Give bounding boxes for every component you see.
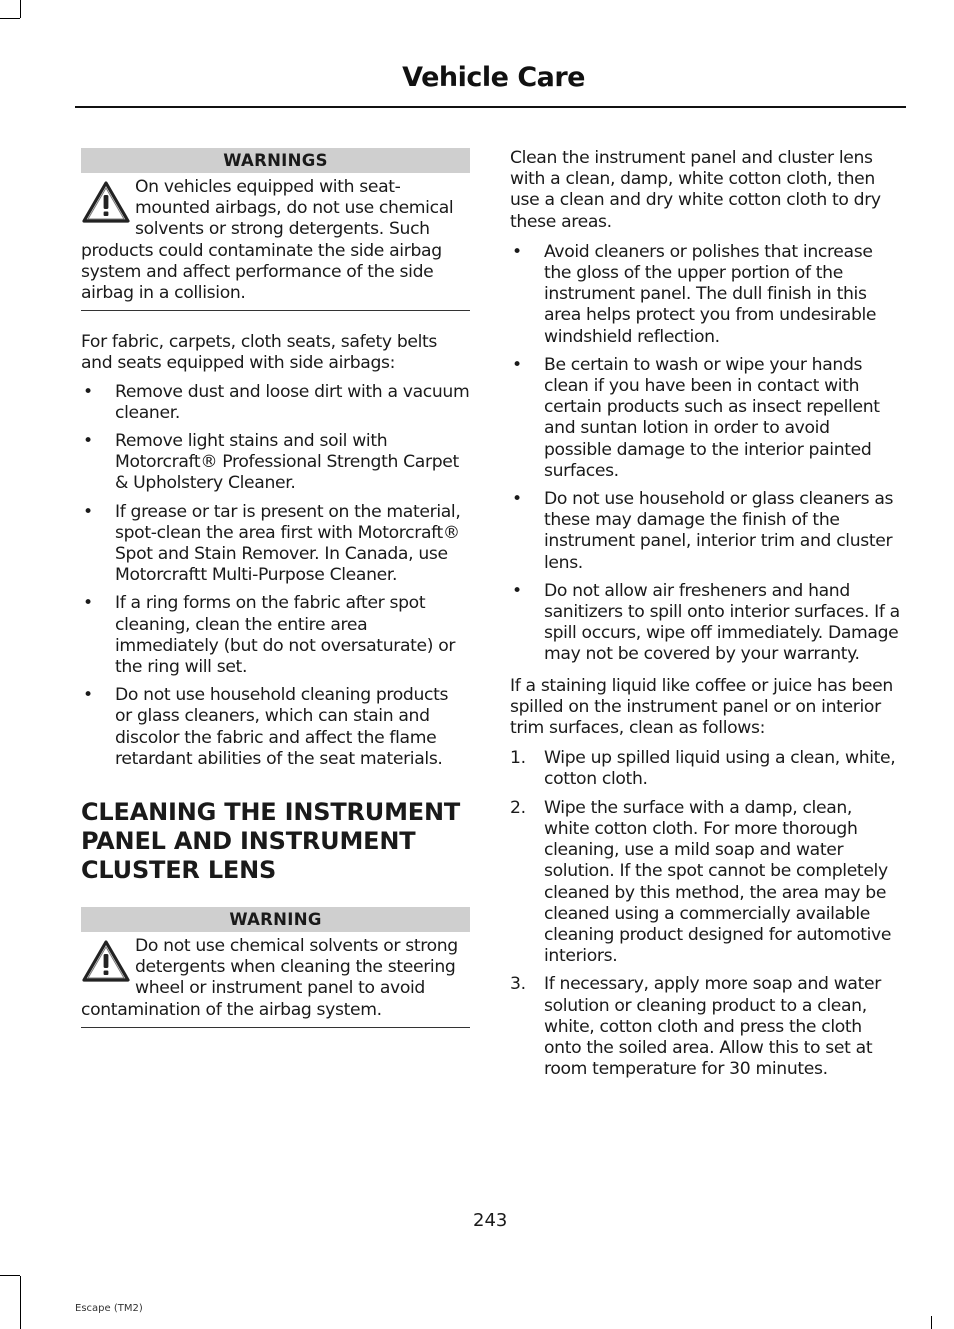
warning-divider bbox=[81, 304, 470, 311]
bullet: • bbox=[512, 354, 522, 375]
warning-box-chemical-solvents bbox=[81, 907, 470, 1028]
stain-intro: If a staining liquid like coffee or juice has been spilled on the instrument panel or on interior trim surfaces, clean as follows: bbox=[510, 675, 893, 739]
list-item: • Remove dust and loose dirt with a vacuum cleaner. bbox=[83, 381, 470, 423]
stain-cleaning-steps bbox=[510, 748, 902, 1080]
bullet: • bbox=[512, 580, 522, 601]
list-item: • Be certain to wash or wipe your hands clean if you have been in contact with certain products such as insect repellent and suntan lotion in order to avoid possible damage to the interior painted surfaces. bbox=[512, 354, 880, 481]
list-item: 2. Wipe the surface with a damp, clean, white cotton cloth. For more thorough cleaning, use a mild soap and water solution. If the spot cannot be completely cleaned by this method, the area may be cleaned using a commercially available cleaning product designed for automotive interiors. bbox=[510, 797, 892, 967]
list-item: • If a ring forms on the fabric after spot cleaning, clean the entire area immediately (but do not oversaturate) or the ring will set. bbox=[83, 593, 456, 678]
warning-body bbox=[81, 936, 470, 1021]
bullet: • bbox=[83, 431, 93, 452]
list-item: • Remove light stains and soil with Motorcraft® Professional Strength Carpet & Upholstery Cleaner. bbox=[83, 431, 459, 494]
list-item: 3. If necessary, apply more soap and water solution or cleaning product to a clean, white, cotton cloth and press the cloth onto the soiled area. Allow this to set at room temperature for 30 minutes. bbox=[510, 974, 881, 1080]
page-number: 243 bbox=[473, 1210, 508, 1231]
warning-box-seat-airbags bbox=[81, 148, 470, 311]
fabric-intro: For fabric, carpets, cloth seats, safety belts and seats equipped with side airbags: bbox=[81, 332, 438, 374]
bullet: • bbox=[512, 489, 522, 510]
warning-triangle-icon bbox=[81, 939, 131, 983]
section-title: CLEANING THE INSTRUMENT PANEL AND INSTRUMENT CLUSTER LENS bbox=[81, 798, 461, 885]
title-rule bbox=[75, 106, 906, 108]
list-item: • Do not use household cleaning products or glass cleaners, which can stain and discolor the fabric and affect the flame retardant abilities of the seat materials. bbox=[83, 685, 449, 769]
warning-heading: WARNING bbox=[81, 907, 470, 932]
bullet: • bbox=[512, 241, 522, 262]
instrument-panel-intro: Clean the instrument panel and cluster lens with a clean, damp, white cotton cloth, then use a clean and dry white cotton cloth to dry these areas. bbox=[510, 148, 881, 232]
crop-mark bbox=[0, 18, 20, 19]
crop-mark bbox=[20, 0, 21, 18]
warning-divider bbox=[81, 1021, 470, 1028]
left-column bbox=[81, 148, 470, 1028]
bullet: • bbox=[83, 381, 93, 402]
list-item: • Do not use household or glass cleaners as these may damage the finish of the instrument panel, interior trim and cluster lens. bbox=[512, 489, 894, 573]
list-item: • Avoid cleaners or polishes that increase the gloss of the upper portion of the instrument panel. The dull finish in this area helps protect you from undesirable windshield reflection. bbox=[512, 241, 877, 347]
list-item: 1. Wipe up spilled liquid using a clean, white, cotton cloth. bbox=[510, 748, 896, 790]
warning-text: On vehicles equipped with seat-mounted airbags, do not use chemical solvents or strong detergents. Such products could contaminate the side airbag system and affect performance of the side airbag in a collision. bbox=[81, 177, 454, 304]
footer-model: Escape (TM2) bbox=[75, 1303, 143, 1314]
warning-body bbox=[81, 177, 470, 304]
crop-mark bbox=[931, 1316, 932, 1329]
step-number: 1. bbox=[510, 748, 526, 769]
crop-mark bbox=[0, 1275, 20, 1276]
list-item: • If grease or tar is present on the material, spot-clean the area first with Motorcraft® Spot and Stain Remover. In Canada, use Motorcraftt Multi-Purpose Cleaner. bbox=[83, 501, 461, 586]
bullet: • bbox=[83, 501, 93, 522]
fabric-cleaning-list bbox=[81, 382, 470, 770]
bullet: • bbox=[83, 685, 93, 706]
page-title: Vehicle Care bbox=[402, 62, 585, 93]
step-number: 3. bbox=[510, 974, 526, 995]
instrument-panel-list bbox=[510, 242, 902, 666]
step-number: 2. bbox=[510, 797, 526, 818]
warning-heading: WARNINGS bbox=[81, 148, 470, 173]
list-item: • Do not allow air fresheners and hand sanitizers to spill onto interior surfaces. If a spill occurs, wipe off immediately. Damage may not be covered by your warranty. bbox=[512, 580, 900, 665]
crop-mark bbox=[20, 1276, 21, 1329]
right-column bbox=[510, 148, 902, 1087]
warning-triangle-icon bbox=[81, 180, 131, 224]
warning-text: Do not use chemical solvents or strong detergents when cleaning the steering wheel or instrument panel to avoid contamination of the airbag system. bbox=[81, 936, 458, 1020]
bullet: • bbox=[83, 593, 93, 614]
